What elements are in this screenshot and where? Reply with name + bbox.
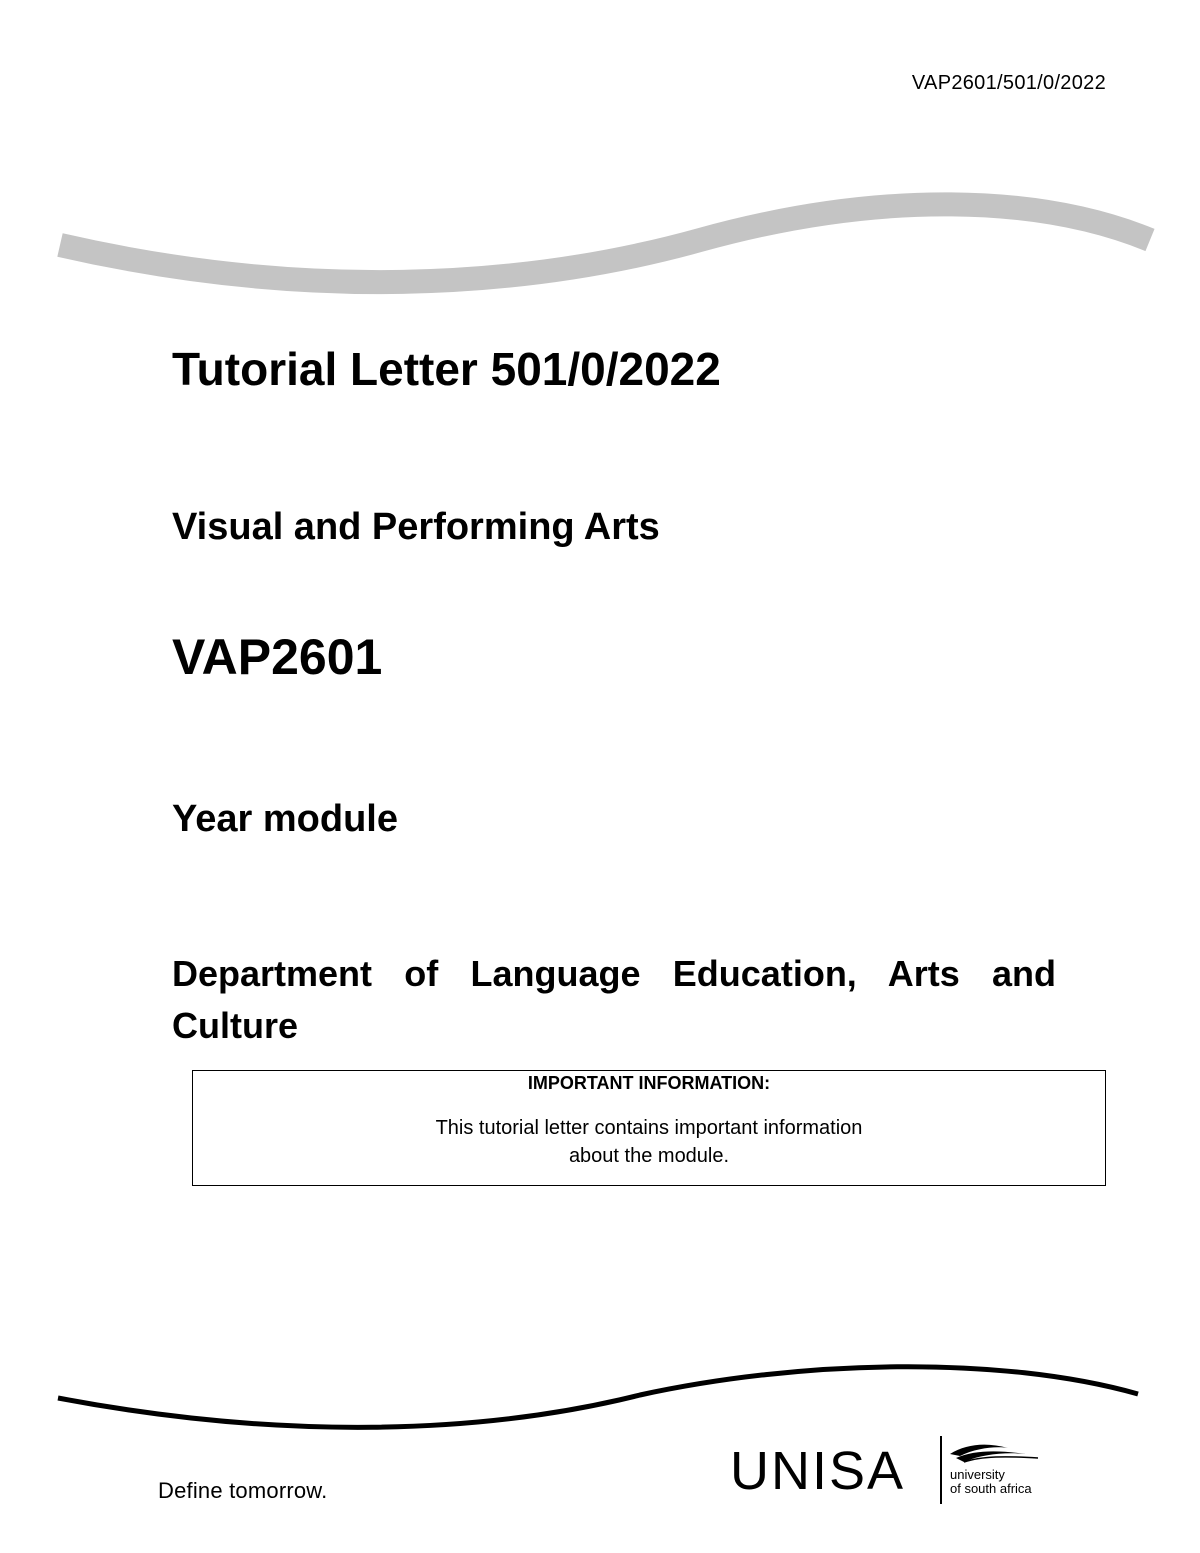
top-decorative-wave — [0, 180, 1200, 310]
logo-subtitle-line1: university — [950, 1467, 1005, 1482]
module-code-heading: VAP2601 — [172, 629, 383, 685]
tagline: Define tomorrow. — [158, 1478, 328, 1503]
subject-heading: Visual and Performing Arts — [172, 506, 660, 548]
tutorial-letter-title: Tutorial Letter 501/0/2022 — [172, 343, 721, 395]
important-information-box — [192, 1070, 1106, 1186]
logo-subtitle — [950, 1468, 1032, 1496]
logo-wordmark: UNISA — [730, 1441, 906, 1501]
department-heading: Department of Language Education, Arts and Culture — [172, 953, 1056, 1046]
important-information-text: This tutorial letter contains important information about the module. — [435, 1117, 863, 1167]
wave-emblem-icon — [946, 1440, 1042, 1470]
module-type-heading: Year module — [172, 798, 398, 840]
logo-subtitle-line2: of south africa — [950, 1481, 1032, 1496]
important-information-heading: IMPORTANT INFORMATION: — [527, 1073, 771, 1093]
unisa-logo — [730, 1432, 1050, 1512]
logo-divider — [940, 1436, 942, 1504]
document-code: VAP2601/501/0/2022 — [911, 72, 1106, 94]
